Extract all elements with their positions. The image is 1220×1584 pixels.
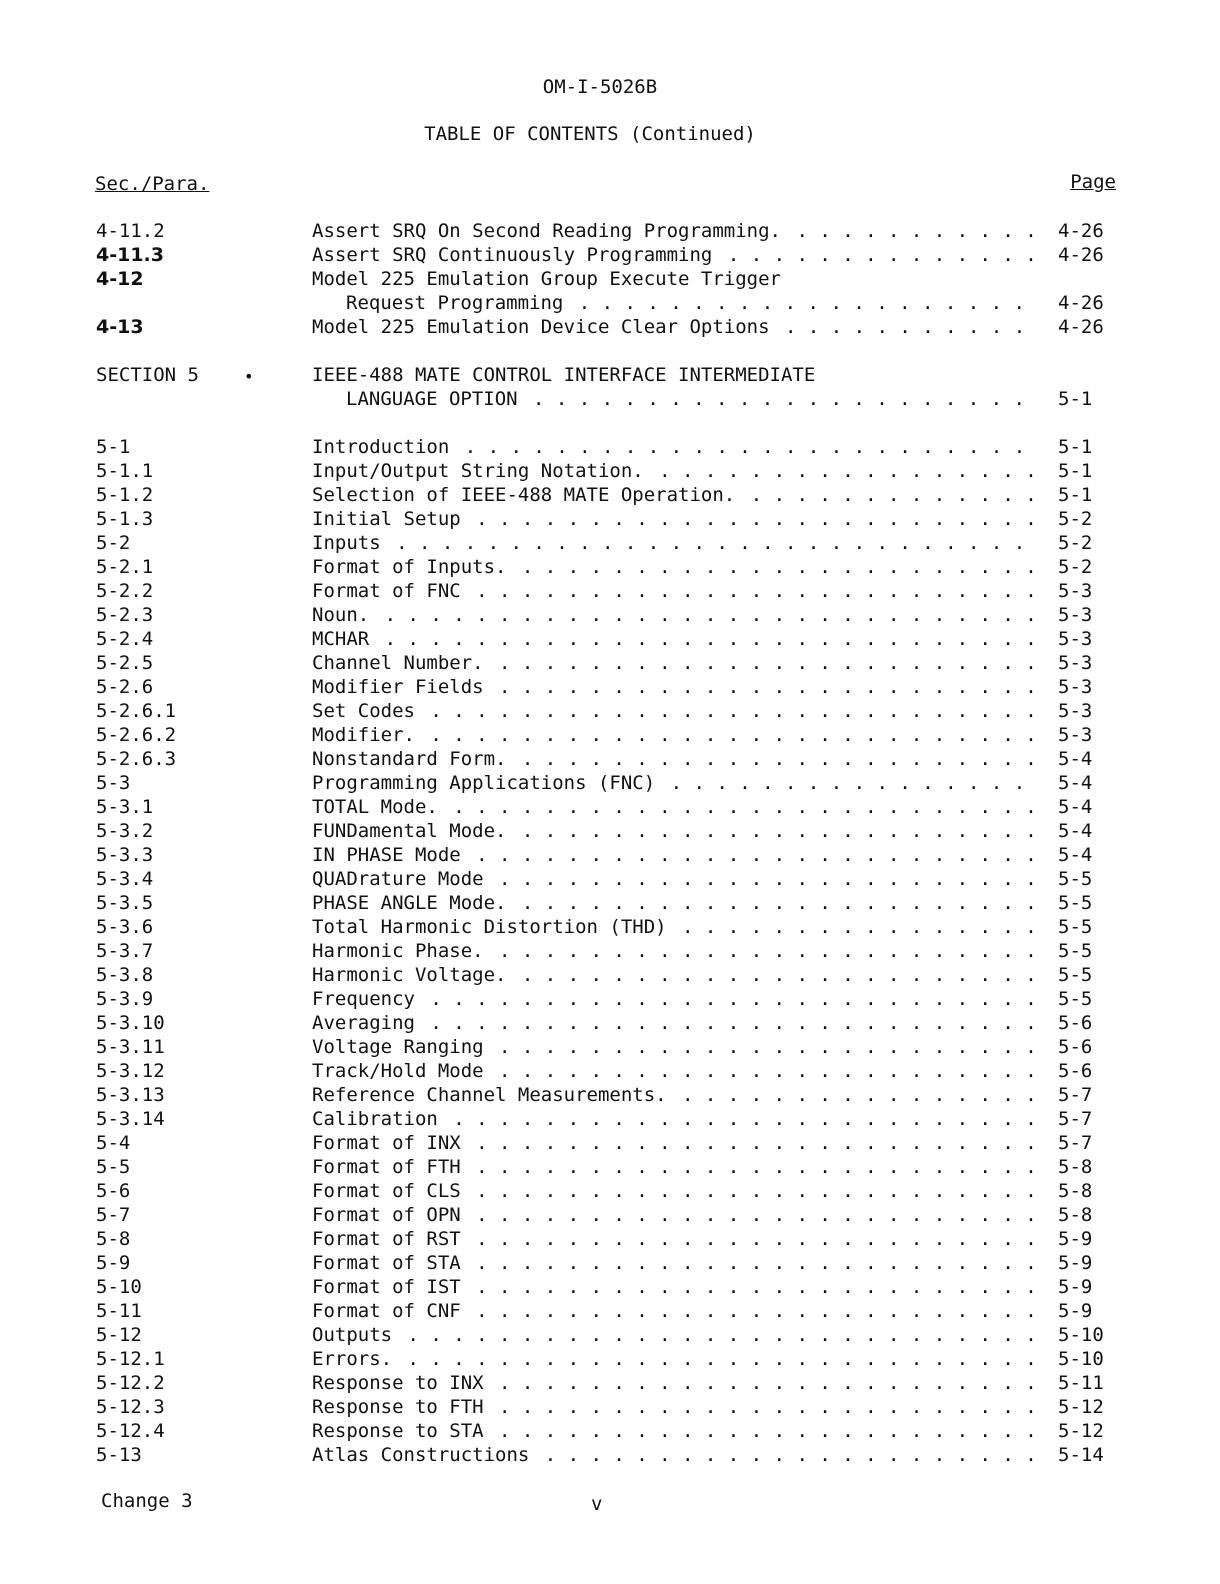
toc-entry — [0, 1011, 1220, 1035]
stray-mark-icon: • — [244, 367, 254, 386]
toc-entry-title-line — [312, 1275, 1034, 1299]
toc-entry-number: 5-3.4 — [96, 868, 154, 890]
toc-entry-page: 5-4 — [1058, 820, 1093, 842]
toc-entry-number: 5-4 — [96, 1132, 131, 1154]
toc-entry-page: 5-8 — [1058, 1180, 1093, 1202]
toc-entry-title: Format of RST — [312, 1228, 465, 1250]
toc-entry-number: 5-2.5 — [96, 652, 154, 674]
toc-entry-title: MCHAR — [312, 628, 373, 650]
toc-entry — [0, 1419, 1220, 1443]
toc-entry-page: 5-2 — [1058, 508, 1093, 530]
toc-entry — [0, 675, 1220, 699]
toc-entry-title-line — [312, 843, 1034, 867]
toc-entry-page: 5-6 — [1058, 1060, 1093, 1082]
toc-entry-title-line — [312, 987, 1034, 1011]
toc-entry-title-line — [346, 387, 1034, 411]
toc-entry-number: 5-3.8 — [96, 964, 154, 986]
toc-entry — [0, 795, 1220, 819]
toc-entry-number: 5-3.2 — [96, 820, 154, 842]
toc-entry-title: Response to STA — [312, 1420, 488, 1442]
toc-entry-page: 5-3 — [1058, 604, 1093, 626]
toc-entry-number: 4-13 — [96, 316, 144, 338]
toc-entry-title: IEEE-488 MATE CONTROL INTERFACE INTERMEDIATE — [312, 364, 819, 386]
toc-entry — [0, 579, 1220, 603]
toc-entry-title-line — [312, 243, 1034, 267]
toc-entry-title: Errors. — [312, 1348, 396, 1370]
toc-entry-title: Calibration — [312, 1108, 442, 1130]
toc-entry-title-line — [312, 435, 1034, 459]
toc-entry-number: 5-2.6 — [96, 676, 154, 698]
toc-entry — [0, 1443, 1220, 1467]
toc-entry-title-line — [312, 939, 1034, 963]
toc-entry-number: 5-1.1 — [96, 460, 154, 482]
toc-entry-number: 5-1 — [96, 436, 131, 458]
toc-entry — [0, 507, 1220, 531]
toc-entry-title: Model 225 Emulation Group Execute Trigger — [312, 268, 785, 290]
toc-entry — [0, 867, 1220, 891]
toc-entry — [0, 483, 1220, 507]
toc-entry-title: FUNDamental Mode. — [312, 820, 510, 842]
toc-entry-page: 5-12 — [1058, 1396, 1104, 1418]
toc-entry-title-line — [312, 1179, 1034, 1203]
toc-entry-title-line — [312, 555, 1034, 579]
toc-entry-title: IN PHASE Mode — [312, 844, 465, 866]
toc-entry-number: 5-2.1 — [96, 556, 154, 578]
toc-entry-title: Total Harmonic Distortion (THD) — [312, 916, 671, 938]
toc-entry — [0, 1107, 1220, 1131]
toc-entry — [0, 747, 1220, 771]
toc-entry-title: Format of INX — [312, 1132, 465, 1154]
toc-entry-title: Introduction — [312, 436, 453, 458]
toc-entry-title: Reference Channel Measurements. — [312, 1084, 671, 1106]
toc-entry-page: 5-10 — [1058, 1324, 1104, 1346]
toc-entry-title-line — [312, 1083, 1034, 1107]
toc-entry-page: 5-9 — [1058, 1252, 1093, 1274]
toc-entry-number: 5-3.9 — [96, 988, 154, 1010]
toc-entry-title: Request Programming — [346, 292, 567, 314]
toc-entry-number: 5-2.6.2 — [96, 724, 177, 746]
toc-entry-title-line — [312, 1323, 1034, 1347]
toc-entry-title: Noun. — [312, 604, 373, 626]
toc-entry-page: 5-3 — [1058, 676, 1093, 698]
toc-entry-page: 5-1 — [1058, 388, 1093, 410]
toc-entry — [0, 1155, 1220, 1179]
toc-entry — [0, 435, 1220, 459]
toc-entry-page: 5-5 — [1058, 940, 1093, 962]
toc-entry-title-line — [312, 627, 1034, 651]
toc-entry-title-line — [312, 1251, 1034, 1275]
toc-entry-number: 5-2.4 — [96, 628, 154, 650]
toc-entry-page: 5-4 — [1058, 796, 1093, 818]
toc-entry-page: 5-3 — [1058, 628, 1093, 650]
toc-entry-title-line — [312, 579, 1034, 603]
toc-entry-title: Nonstandard Form. — [312, 748, 510, 770]
toc-entry-title-line — [312, 1131, 1034, 1155]
toc-entry-title: Initial Setup — [312, 508, 465, 530]
toc-entry-title: Format of STA — [312, 1252, 465, 1274]
toc-entry-page: 5-11 — [1058, 1372, 1104, 1394]
toc-entry-number: 4-11.3 — [96, 244, 164, 266]
toc-entry-title: Frequency — [312, 988, 419, 1010]
toc-entry-title: Assert SRQ Continuously Programming — [312, 244, 716, 266]
toc-entry-page: 5-7 — [1058, 1108, 1093, 1130]
toc-entry — [0, 1059, 1220, 1083]
toc-entry-number: SECTION 5 — [96, 364, 199, 386]
toc-entry-number: 5-3.12 — [96, 1060, 165, 1082]
toc-entry-number: 5-12.1 — [96, 1348, 165, 1370]
toc-entry — [0, 1275, 1220, 1299]
toc-entry — [0, 1299, 1220, 1323]
page-title: TABLE OF CONTENTS (Continued) — [424, 123, 756, 145]
toc-entry-title-line — [312, 459, 1034, 483]
toc-entry-title: Format of Inputs. — [312, 556, 510, 578]
toc-entry-number: 5-3.11 — [96, 1036, 165, 1058]
toc-entry-title-line — [312, 1107, 1034, 1131]
toc-entry-page: 5-10 — [1058, 1348, 1104, 1370]
toc-entry-title: Set Codes — [312, 700, 419, 722]
toc-entry-number: 5-2.3 — [96, 604, 154, 626]
toc-entry-title-line — [312, 819, 1034, 843]
toc-entry-title: Outputs — [312, 1324, 396, 1346]
toc-entry-title: Response to FTH — [312, 1396, 488, 1418]
toc-entry-number: 5-7 — [96, 1204, 131, 1226]
toc-entry-title-line — [312, 1371, 1034, 1395]
toc-entry-title: Format of CLS — [312, 1180, 465, 1202]
toc-entry-page: 5-4 — [1058, 772, 1093, 794]
toc-entry — [0, 315, 1220, 339]
toc-entry-title-line — [312, 891, 1034, 915]
toc-entry-title-line — [312, 1347, 1034, 1371]
toc-entry-number: 5-12.3 — [96, 1396, 165, 1418]
toc-entry-title-line — [312, 675, 1034, 699]
toc-entry-title: LANGUAGE OPTION — [346, 388, 522, 410]
toc-entry-number: 5-2 — [96, 532, 131, 554]
toc-entry — [0, 1371, 1220, 1395]
toc-entry — [0, 219, 1220, 243]
toc-entry — [0, 1227, 1220, 1251]
toc-entry-title-line — [312, 771, 1034, 795]
toc-entry-title: Programming Applications (FNC) — [312, 772, 659, 794]
toc-entry-number: 5-9 — [96, 1252, 131, 1274]
toc-entry-page: 4-26 — [1058, 316, 1104, 338]
toc-entry — [0, 363, 1220, 387]
toc-entry-title-line — [312, 915, 1034, 939]
toc-entry-page: 5-8 — [1058, 1204, 1093, 1226]
toc-entry-number: 5-2.6.1 — [96, 700, 177, 722]
toc-entry-page: 5-3 — [1058, 700, 1093, 722]
toc-entry — [0, 1131, 1220, 1155]
toc-entry-page: 5-1 — [1058, 460, 1093, 482]
toc-entry-page: 5-2 — [1058, 532, 1093, 554]
toc-entry-title: Response to INX — [312, 1372, 488, 1394]
toc-entry-title-line — [312, 1155, 1034, 1179]
toc-entry-page: 4-26 — [1058, 220, 1104, 242]
toc-entry-title: Format of OPN — [312, 1204, 465, 1226]
toc-entry — [0, 843, 1220, 867]
toc-entry — [0, 459, 1220, 483]
toc-entry-page: 5-1 — [1058, 484, 1093, 506]
toc-entry-list — [0, 219, 1220, 1467]
toc-entry-title: Model 225 Emulation Device Clear Options — [312, 316, 774, 338]
toc-entry — [0, 1347, 1220, 1371]
toc-entry-number: 5-12 — [96, 1324, 142, 1346]
toc-entry-title-line — [312, 603, 1034, 627]
toc-entry-page: 5-5 — [1058, 868, 1093, 890]
toc-entry-title-line — [312, 699, 1034, 723]
toc-entry-title-line — [312, 531, 1034, 555]
section-column-header: Sec./Para. — [95, 173, 210, 195]
toc-entry-page: 5-4 — [1058, 748, 1093, 770]
toc-entry-number: 5-6 — [96, 1180, 131, 1202]
toc-entry-page: 5-12 — [1058, 1420, 1104, 1442]
toc-entry-title: Format of FTH — [312, 1156, 465, 1178]
toc-entry — [0, 1035, 1220, 1059]
toc-entry-page: 5-7 — [1058, 1132, 1093, 1154]
toc-entry-number: 5-3.13 — [96, 1084, 165, 1106]
toc-entry — [0, 723, 1220, 747]
toc-entry — [0, 387, 1220, 411]
toc-entry-title: Harmonic Voltage. — [312, 964, 510, 986]
toc-entry-title: Modifier Fields — [312, 676, 488, 698]
toc-entry — [0, 1203, 1220, 1227]
toc-entry-number: 5-5 — [96, 1156, 131, 1178]
toc-entry-number: 4-12 — [96, 268, 144, 290]
toc-entry-title-line — [312, 267, 1034, 291]
toc-entry-title-line — [312, 1395, 1034, 1419]
toc-entry-title-line — [312, 507, 1034, 531]
toc-entry-page: 5-5 — [1058, 964, 1093, 986]
toc-entry-title-line — [312, 1443, 1034, 1467]
toc-entry-title: QUADrature Mode — [312, 868, 488, 890]
toc-entry-title-line — [312, 795, 1034, 819]
toc-entry-title-line — [312, 867, 1034, 891]
toc-entry — [0, 771, 1220, 795]
toc-entry-title: PHASE ANGLE Mode. — [312, 892, 510, 914]
toc-entry-page: 5-5 — [1058, 988, 1093, 1010]
toc-entry — [0, 555, 1220, 579]
toc-entry-page: 5-5 — [1058, 892, 1093, 914]
toc-entry-title: Format of IST — [312, 1276, 465, 1298]
toc-entry-title-line — [312, 1203, 1034, 1227]
toc-entry-title: Averaging — [312, 1012, 419, 1034]
toc-entry — [0, 1083, 1220, 1107]
toc-entry — [0, 1395, 1220, 1419]
toc-entry — [0, 963, 1220, 987]
toc-entry-title-line — [312, 963, 1034, 987]
toc-entry-title: TOTAL Mode. — [312, 796, 442, 818]
toc-entry-title: Channel Number. — [312, 652, 488, 674]
toc-entry-page: 5-8 — [1058, 1156, 1093, 1178]
toc-entry-page: 5-3 — [1058, 580, 1093, 602]
toc-entry-number: 5-3.7 — [96, 940, 154, 962]
toc-entry — [0, 819, 1220, 843]
toc-entry — [0, 915, 1220, 939]
toc-entry — [0, 987, 1220, 1011]
toc-entry-page: 4-26 — [1058, 292, 1104, 314]
toc-entry-title-line — [312, 483, 1034, 507]
toc-entry-number: 5-3.1 — [96, 796, 154, 818]
toc-entry-number: 5-3.5 — [96, 892, 154, 914]
toc-entry-title-line — [312, 1059, 1034, 1083]
toc-entry-page: 5-9 — [1058, 1276, 1093, 1298]
toc-entry-title-line — [312, 1299, 1034, 1323]
toc-entry-title: Assert SRQ On Second Reading Programming. — [312, 220, 785, 242]
toc-entry-title-line — [312, 315, 1034, 339]
toc-entry — [0, 267, 1220, 291]
toc-entry-title-line — [312, 1419, 1034, 1443]
toc-entry — [0, 1179, 1220, 1203]
toc-entry-title: Modifier. — [312, 724, 419, 746]
toc-entry-page: 5-9 — [1058, 1300, 1093, 1322]
toc-entry — [0, 651, 1220, 675]
toc-entry-title: Format of FNC — [312, 580, 465, 602]
toc-entry — [0, 627, 1220, 651]
toc-entry-title-line — [312, 363, 1034, 387]
toc-entry-title-line — [312, 651, 1034, 675]
toc-entry-page: 5-4 — [1058, 844, 1093, 866]
toc-entry-title: Format of CNF — [312, 1300, 465, 1322]
toc-entry-title: Track/Hold Mode — [312, 1060, 488, 1082]
toc-entry-page: 5-1 — [1058, 436, 1093, 458]
toc-entry-title-line — [312, 1035, 1034, 1059]
toc-entry-number: 5-13 — [96, 1444, 142, 1466]
toc-entry-page: 5-9 — [1058, 1228, 1093, 1250]
toc-entry-title-line — [312, 219, 1034, 243]
toc-entry — [0, 1323, 1220, 1347]
toc-entry-title-line — [346, 291, 1034, 315]
page-column-header: Page — [1070, 171, 1116, 193]
toc-entry — [0, 1251, 1220, 1275]
toc-entry — [0, 939, 1220, 963]
toc-entry-title-line — [312, 723, 1034, 747]
toc-entry-number: 5-3.3 — [96, 844, 154, 866]
toc-entry-number: 5-2.2 — [96, 580, 154, 602]
toc-entry-page: 5-6 — [1058, 1012, 1093, 1034]
toc-entry — [0, 699, 1220, 723]
toc-entry-number: 5-3.14 — [96, 1108, 165, 1130]
toc-entry-number: 5-3.6 — [96, 916, 154, 938]
toc-entry-title-line — [312, 1227, 1034, 1251]
toc-entry-title-line — [312, 1011, 1034, 1035]
toc-entry-number: 5-12.4 — [96, 1420, 165, 1442]
toc-entry-page: 5-3 — [1058, 652, 1093, 674]
toc-entry-number: 5-12.2 — [96, 1372, 165, 1394]
toc-entry — [0, 291, 1220, 315]
toc-entry-number: 5-3.10 — [96, 1012, 165, 1034]
toc-entry-number: 4-11.2 — [96, 220, 165, 242]
toc-entry-title-line — [312, 747, 1034, 771]
toc-entry-page: 5-2 — [1058, 556, 1093, 578]
toc-entry-title: Input/Output String Notation. — [312, 460, 648, 482]
toc-entry-number: 5-1.2 — [96, 484, 154, 506]
toc-entry — [0, 603, 1220, 627]
toc-entry-title: Voltage Ranging — [312, 1036, 488, 1058]
toc-entry-page: 5-5 — [1058, 916, 1093, 938]
toc-entry-number: 5-2.6.3 — [96, 748, 177, 770]
toc-entry-page: 5-7 — [1058, 1084, 1093, 1106]
toc-entry — [0, 531, 1220, 555]
toc-entry-number: 5-11 — [96, 1300, 142, 1322]
toc-entry-title: Atlas Constructions — [312, 1444, 533, 1466]
toc-entry-number: 5-3 — [96, 772, 131, 794]
toc-entry-number: 5-1.3 — [96, 508, 154, 530]
change-notice: Change 3 — [101, 1490, 193, 1512]
toc-entry — [0, 891, 1220, 915]
toc-entry-title: Selection of IEEE-488 MATE Operation. — [312, 484, 739, 506]
toc-entry — [0, 243, 1220, 267]
toc-entry-page: 5-14 — [1058, 1444, 1104, 1466]
toc-entry-page: 4-26 — [1058, 244, 1104, 266]
toc-entry-number: 5-10 — [96, 1276, 142, 1298]
toc-entry-title: Harmonic Phase. — [312, 940, 488, 962]
toc-entry-page: 5-6 — [1058, 1036, 1093, 1058]
toc-entry-title: Inputs — [312, 532, 385, 554]
toc-entry-number: 5-8 — [96, 1228, 131, 1250]
page-number: v — [591, 1493, 603, 1515]
document-id: OM-I-5026B — [542, 76, 658, 98]
toc-entry-page: 5-3 — [1058, 724, 1093, 746]
